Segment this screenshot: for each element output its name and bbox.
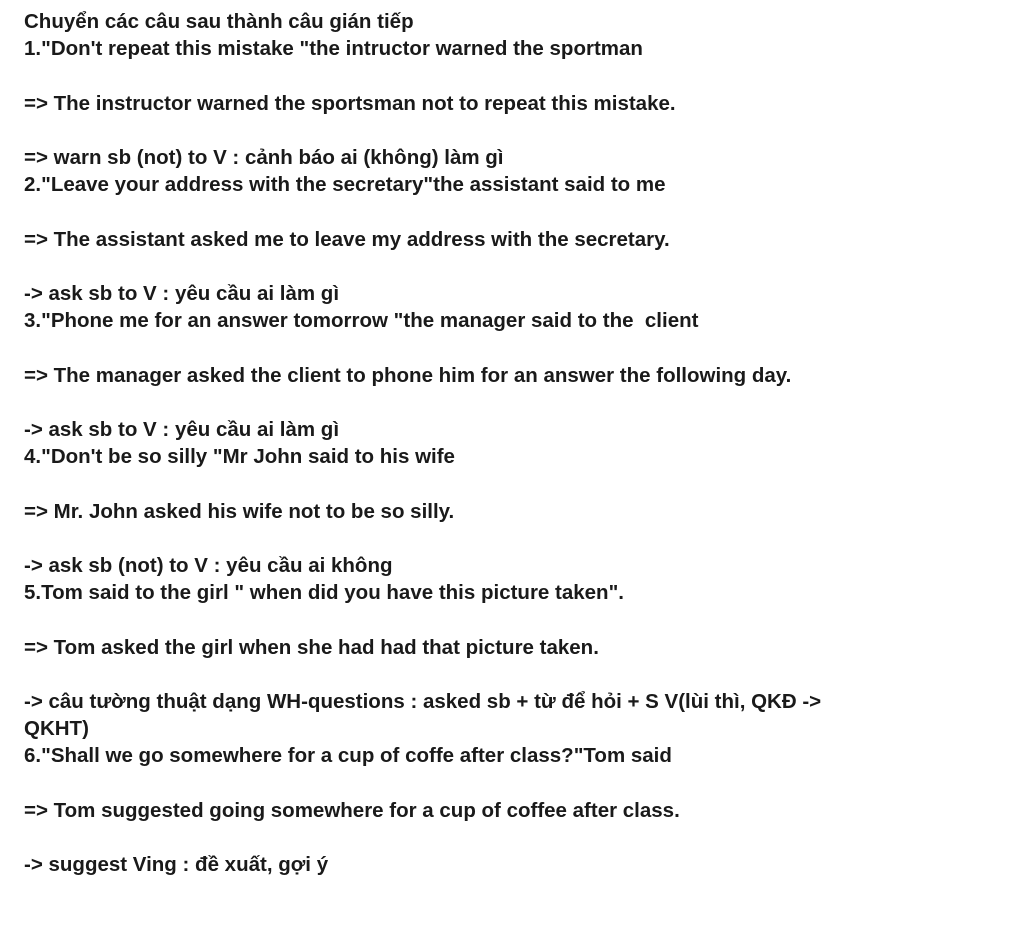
note-2: -> ask sb to V : yêu cầu ai làm gì: [24, 281, 340, 305]
spacer: [24, 334, 1004, 361]
answer-2: => The assistant asked me to leave my address with the secretary.: [24, 227, 670, 251]
question-3: 3."Phone me for an answer tomorrow "the manager said to the client: [24, 309, 699, 333]
spacer: [24, 198, 1004, 225]
spacer: [24, 117, 1004, 144]
question-4: 4."Don't be so silly "Mr John said to his wife: [24, 445, 455, 469]
spacer: [24, 824, 1004, 851]
spacer: [24, 661, 1004, 688]
spacer: [24, 770, 1004, 797]
spacer: [24, 62, 1004, 89]
answer-4: => Mr. John asked his wife not to be so silly.: [24, 499, 455, 523]
note-1: => warn sb (not) to V : cảnh báo ai (không) làm gì: [24, 145, 504, 169]
document-title: Chuyển các câu sau thành câu gián tiếp: [24, 10, 414, 33]
answer-5: => Tom asked the girl when she had had that picture taken.: [24, 635, 599, 659]
note-3: -> ask sb to V : yêu cầu ai làm gì: [24, 417, 340, 441]
note-4: -> ask sb (not) to V : yêu cầu ai không: [24, 553, 393, 577]
question-5: 5.Tom said to the girl " when did you have this picture taken".: [24, 581, 624, 605]
document-body: [24, 8, 1004, 878]
answer-1: => The instructor warned the sportsman not to repeat this mistake.: [24, 91, 676, 115]
question-1: 1."Don't repeat this mistake "the intructor warned the sportman: [24, 37, 643, 61]
answer-3: => The manager asked the client to phone him for an answer the following day.: [24, 363, 792, 387]
answer-6: => Tom suggested going somewhere for a cup of coffee after class.: [24, 798, 680, 822]
spacer: [24, 470, 1004, 497]
note-5-continued: QKHT): [24, 717, 89, 741]
spacer: [24, 606, 1004, 633]
note-6: -> suggest Ving : đề xuất, gợi ý: [24, 853, 329, 877]
question-6: 6."Shall we go somewhere for a cup of coffe after class?"Tom said: [24, 744, 672, 768]
spacer: [24, 525, 1004, 552]
spacer: [24, 389, 1004, 416]
note-5: -> câu tường thuật dạng WH-questions : asked sb + từ để hỏi + S V(lùi thì, QKĐ ->: [24, 689, 822, 713]
question-2: 2."Leave your address with the secretary"the assistant said to me: [24, 173, 666, 197]
spacer: [24, 253, 1004, 280]
